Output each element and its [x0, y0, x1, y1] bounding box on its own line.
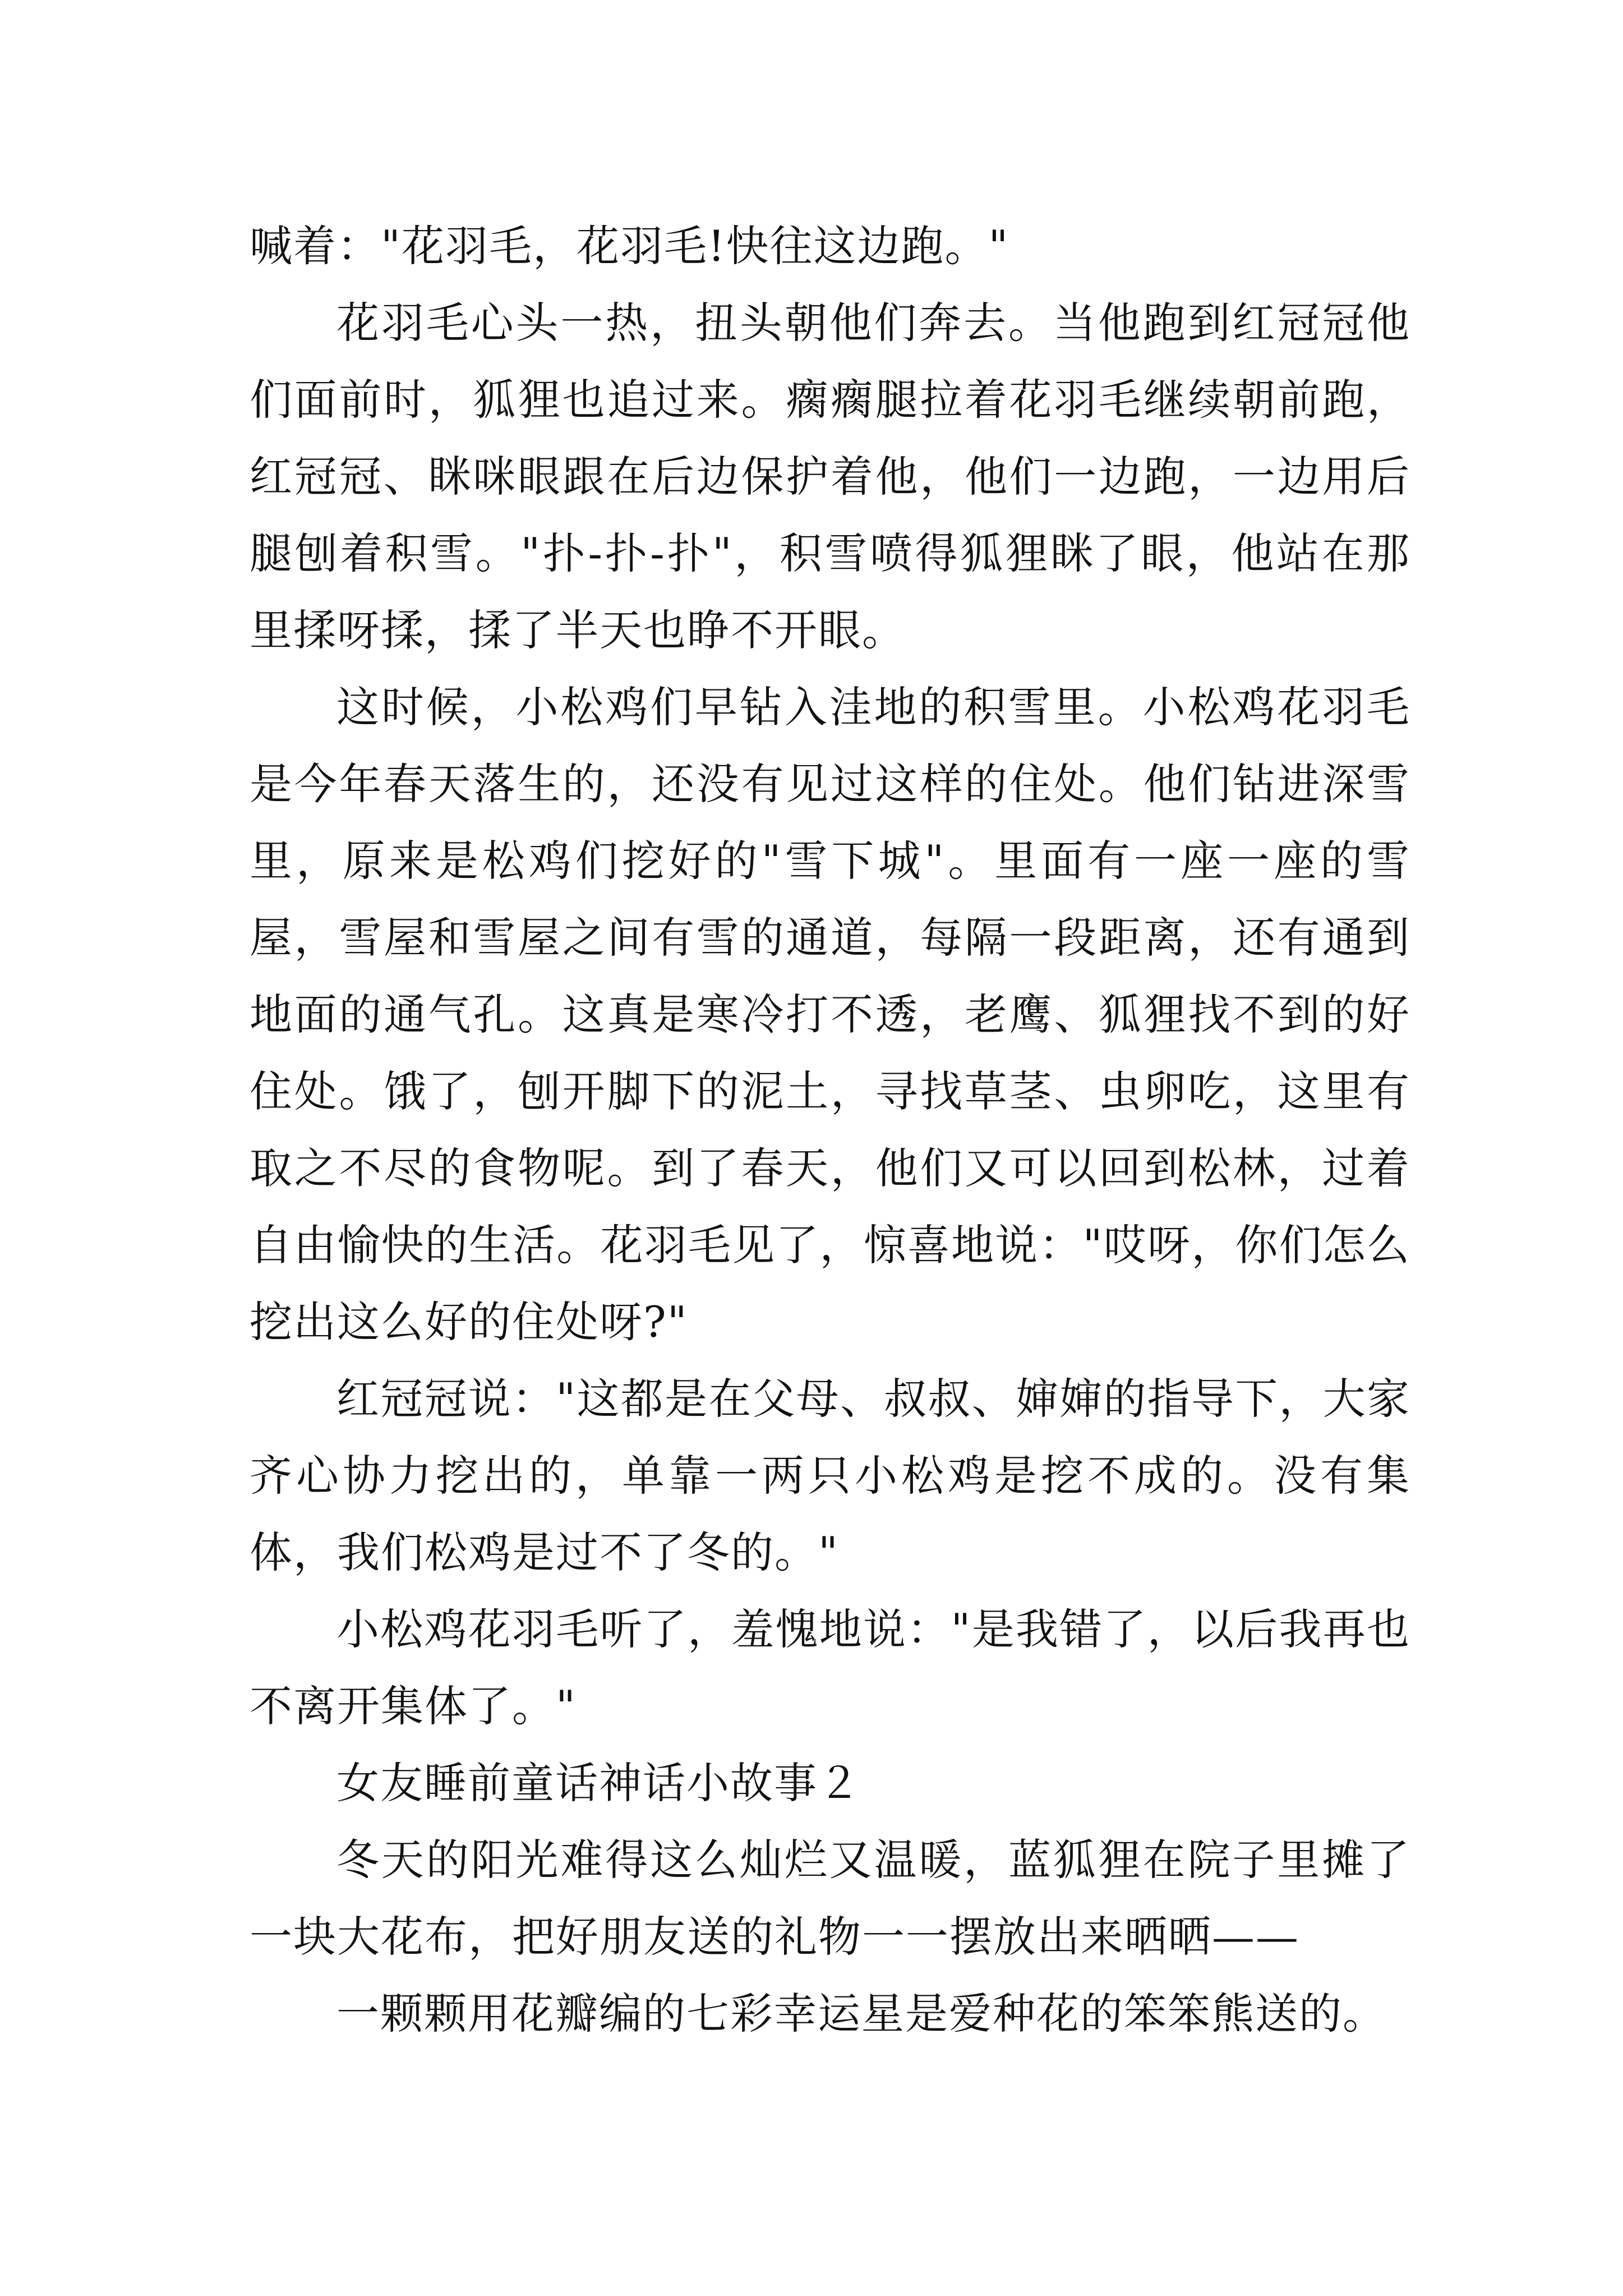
document-body: [250, 208, 1410, 2052]
paragraph: 红冠冠说："这都是在父母、叔叔、婶婶的指导下，大家齐心协力挖出的，单靠一两只小松鸡是挖不成的。没有集体，我们松鸡是过不了冬的。": [250, 1374, 1410, 1577]
section-heading: 女友睡前童话神话小故事２: [336, 1758, 861, 1808]
paragraph: 小松鸡花羽毛听了，羞愧地说："是我错了，以后我再也不离开集体了。": [250, 1604, 1410, 1731]
paragraph: 这时候，小松鸡们早钻入洼地的积雪里。小松鸡花羽毛是今年春天落生的，还没有见过这样的住处。他们钻进深雪里，原来是松鸡们挖好的"雪下城"。里面有一座一座的雪屋，雪屋和雪屋之间有雪的通道，每隔一段距离，还有通到地面的通气孔。这真是寒冷打不透，老鹰、狐狸找不到的好住处。饿了，刨开脚下的泥土，寻找草茎、虫卵吃，这里有取之不尽的食物呢。到了春天，他们又可以回到松林，过着自由愉快的生活。花羽毛见了，惊喜地说："哎呀，你们怎么挖出这么好的住处呀?": [250, 682, 1410, 1347]
paragraph: 一颗颗用花瓣编的七彩幸运星是爱种花的笨笨熊送的。: [336, 1989, 1386, 2039]
paragraph: 冬天的阳光难得这么灿烂又温暖，蓝狐狸在院子里摊了一块大花布，把好朋友送的礼物一一摆放出来晒晒——: [250, 1835, 1410, 1962]
paragraph: 花羽毛心头一热，扭头朝他们奔去。当他跑到红冠冠他们面前时，狐狸也追过来。瘸瘸腿拉着花羽毛继续朝前跑，红冠冠、眯咪眼跟在后边保护着他，他们一边跑，一边用后腿刨着积雪。"扑-扑-扑"，积雪喷得狐狸眯了眼，他站在那里揉呀揉，揉了半天也睁不开眼。: [250, 298, 1410, 655]
paragraph-continuation: 喊着："花羽毛，花羽毛!快往这边跑。": [250, 221, 1009, 271]
